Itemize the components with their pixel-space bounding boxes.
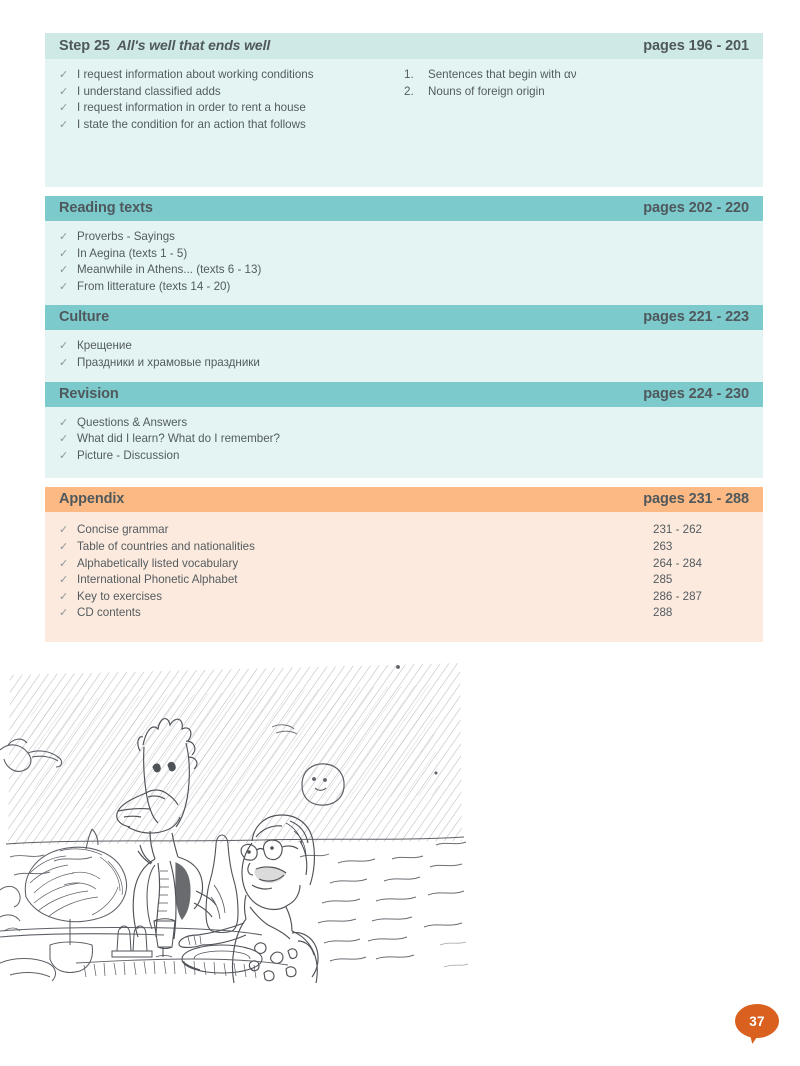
section-title: Reading texts xyxy=(59,200,153,216)
section-title: Revision xyxy=(59,385,119,402)
list-item-label: Крещение xyxy=(77,339,132,353)
potted-bush xyxy=(25,829,126,973)
check-icon: ✓ xyxy=(59,264,69,277)
list-item-label: Questions & Answers xyxy=(77,415,188,429)
list-item xyxy=(59,262,749,279)
section-title: Step 25 xyxy=(59,38,110,54)
check-icon: ✓ xyxy=(59,356,69,369)
list-item-label: Picture - Discussion xyxy=(77,448,180,462)
section-pages: pages 224 - 230 xyxy=(643,385,749,402)
list-item-label: Concise grammar xyxy=(77,523,169,537)
table-of-contents xyxy=(45,33,763,642)
section-appendix xyxy=(45,487,763,642)
check-icon: ✓ xyxy=(59,118,69,131)
appendix-column xyxy=(59,522,749,622)
list-item xyxy=(59,431,749,448)
list-item xyxy=(59,117,404,134)
check-icon: ✓ xyxy=(59,69,69,81)
row-pages: 263 xyxy=(653,539,673,553)
list-item-label: CD contents xyxy=(77,606,141,620)
grammar-list xyxy=(404,67,749,100)
section-step-25 xyxy=(45,33,763,187)
page-number-badge xyxy=(735,1004,779,1038)
edge-marks xyxy=(440,942,468,967)
check-icon: ✓ xyxy=(59,540,69,553)
plate xyxy=(182,945,262,973)
list-item xyxy=(59,279,749,296)
check-icon: ✓ xyxy=(59,449,69,462)
section-body-culture xyxy=(45,330,763,381)
section-header-step-25 xyxy=(45,33,763,59)
revision-column xyxy=(59,415,749,465)
reading-texts-list xyxy=(59,229,749,295)
check-icon: ✓ xyxy=(59,85,69,98)
section-pages: pages 231 - 288 xyxy=(643,491,749,508)
grammar-column xyxy=(404,67,749,177)
sketch-svg xyxy=(0,645,470,985)
section-gap xyxy=(45,478,763,487)
list-item-label: Праздники и храмовые праздники xyxy=(77,355,260,369)
condiment-shakers xyxy=(112,926,152,957)
row-pages: 288 xyxy=(653,606,673,620)
check-icon: ✓ xyxy=(59,231,69,243)
list-item-label: I state the condition for an action that follows xyxy=(77,117,306,131)
table-row xyxy=(59,572,749,589)
section-title: Culture xyxy=(59,309,110,326)
list-item-label: I understand classified adds xyxy=(77,84,221,98)
section-body-revision xyxy=(45,407,763,479)
list-item xyxy=(59,67,404,84)
culture-list xyxy=(59,338,749,371)
check-icon: ✓ xyxy=(59,590,69,603)
list-item-label: From litterature (texts 14 - 20) xyxy=(77,279,231,293)
list-item xyxy=(59,100,404,117)
appendix-list xyxy=(59,522,749,622)
section-body-step-25 xyxy=(45,59,763,187)
list-item-label: Key to exercises xyxy=(77,589,163,603)
list-item xyxy=(59,246,749,263)
check-icon: ✓ xyxy=(59,416,69,429)
check-icon: ✓ xyxy=(59,574,69,587)
check-icon: ✓ xyxy=(59,607,69,620)
list-item-number: 2. xyxy=(404,84,414,98)
list-item-label: International Phonetic Alphabet xyxy=(77,573,238,587)
sky-hatching xyxy=(8,663,462,845)
list-item-label: Nouns of foreign origin xyxy=(428,84,545,98)
illustration-seaside-table xyxy=(0,645,470,985)
check-icon: ✓ xyxy=(59,433,69,446)
list-item-label: Meanwhile in Athens... (texts 6 - 13) xyxy=(77,263,262,277)
table-row xyxy=(59,589,749,606)
section-pages: pages 202 - 220 xyxy=(643,200,749,216)
table-row xyxy=(59,605,749,622)
table-row xyxy=(59,522,749,539)
check-icon: ✓ xyxy=(59,280,69,293)
row-pages: 231 - 262 xyxy=(653,523,702,537)
list-item-label: What did I learn? What do I remember? xyxy=(77,432,280,446)
list-item-label: I request information about working conditions xyxy=(77,68,314,81)
section-pages: pages 196 - 201 xyxy=(643,37,749,54)
section-gap xyxy=(45,187,763,196)
culture-column xyxy=(59,338,749,371)
section-culture xyxy=(45,305,763,381)
section-body-appendix xyxy=(45,512,763,642)
list-item xyxy=(59,84,404,101)
list-item-label: I request information in order to rent a house xyxy=(77,101,306,115)
table-row xyxy=(59,556,749,573)
section-body-reading-texts xyxy=(45,221,763,305)
row-pages: 264 - 284 xyxy=(653,556,702,570)
check-icon: ✓ xyxy=(59,557,69,570)
row-pages: 285 xyxy=(653,573,673,587)
list-item-label: In Aegina (texts 1 - 5) xyxy=(77,246,188,260)
reading-texts-column xyxy=(59,229,749,295)
section-header-appendix xyxy=(45,487,763,512)
check-icon: ✓ xyxy=(59,524,69,537)
section-header-revision xyxy=(45,382,763,407)
list-item xyxy=(59,448,749,465)
list-item xyxy=(59,229,749,246)
section-title: Appendix xyxy=(59,491,125,508)
list-item xyxy=(404,84,749,101)
check-icon: ✓ xyxy=(59,102,69,115)
bottle xyxy=(206,835,238,933)
revision-list xyxy=(59,415,749,465)
section-pages: pages 221 - 223 xyxy=(643,309,749,326)
list-item-label: Table of countries and nationalities xyxy=(77,539,255,553)
check-icon: ✓ xyxy=(59,247,69,260)
section-header-reading-texts xyxy=(45,196,763,221)
page-number: 37 xyxy=(749,1013,765,1029)
row-pages: 286 - 287 xyxy=(653,589,702,603)
objectives-column xyxy=(59,67,404,177)
list-item xyxy=(59,415,749,432)
list-item-label: Alphabetically listed vocabulary xyxy=(77,556,239,570)
check-icon: ✓ xyxy=(59,340,69,353)
list-item xyxy=(59,355,749,372)
objectives-list xyxy=(59,67,404,133)
list-item xyxy=(404,67,749,84)
list-item-label: Sentences that begin with αν xyxy=(428,68,577,81)
section-header-culture xyxy=(45,305,763,330)
table-row xyxy=(59,539,749,556)
list-item xyxy=(59,338,749,355)
section-subtitle: All's well that ends well xyxy=(116,37,271,53)
section-revision xyxy=(45,382,763,479)
section-reading-texts xyxy=(45,196,763,305)
list-item-number: 1. xyxy=(404,68,414,81)
list-item-label: Proverbs - Sayings xyxy=(77,230,175,243)
